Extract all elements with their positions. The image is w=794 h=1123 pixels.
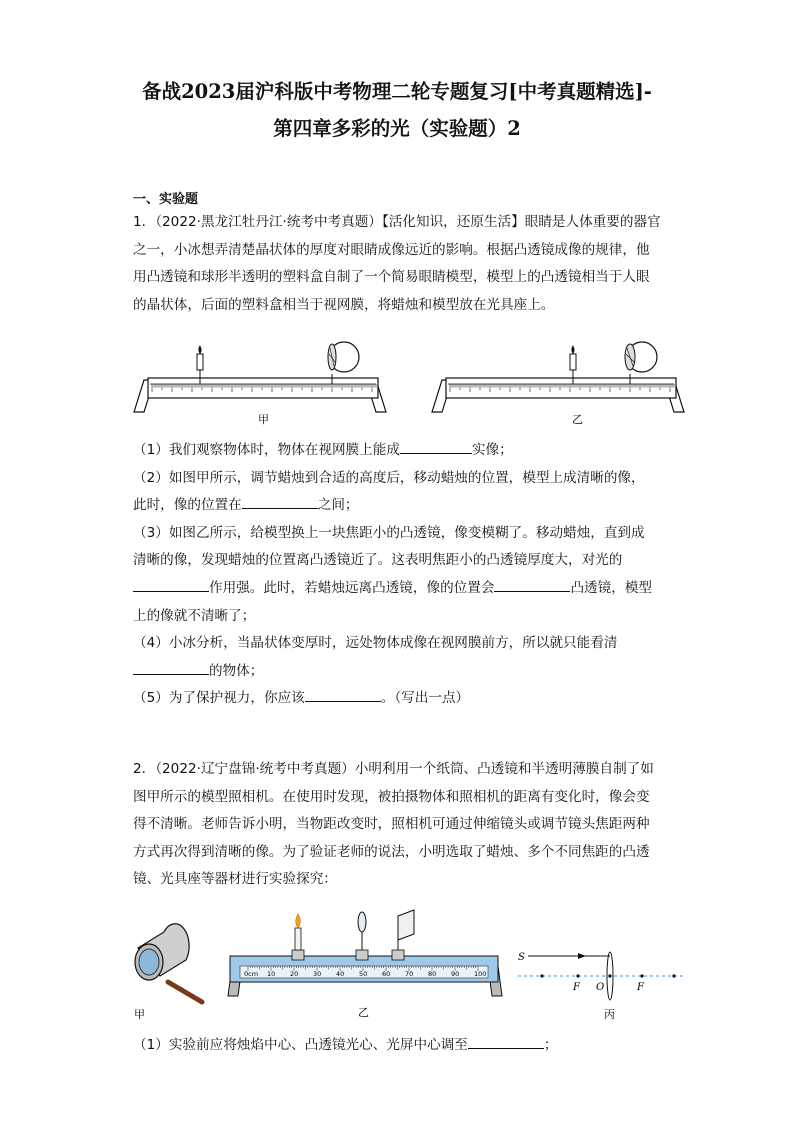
caption-jia-1: 甲: [258, 413, 269, 426]
lens-handle: [168, 982, 202, 1002]
q1-subquestions: [133, 437, 668, 713]
candle-flame-icon: [571, 345, 574, 354]
candle: [295, 928, 301, 950]
doc-title-line2: 第四章多彩的光（实验题）2: [273, 117, 521, 140]
scale-tick-label: 70: [405, 970, 414, 978]
q2-line3: 得不清晰。老师告诉小明，当物距改变时，照相机可通过伸缩镜头或调节镜头焦距两种: [133, 816, 650, 833]
q1-sub4-line2: 的物体；: [133, 658, 668, 686]
q1-sub1: （1）我们观察物体时，物体在视网膜上能成 实像；: [133, 437, 668, 465]
q1-sub3-line1: （3）如图乙所示，给模型换上一块焦距小的凸透镜，像变模糊了。移动蜡烛，直到成: [133, 524, 645, 541]
q1-sub3-line4: 上的像就不清晰了；: [133, 607, 256, 624]
scale-zero-label: 0cm: [244, 970, 259, 978]
q1-stem: [133, 209, 668, 319]
q2-line1: 2．（2022·辽宁盘锦·统考中考真题）小明利用一个纸筒、凸透镜和半透明薄膜自制了如: [133, 761, 654, 777]
scale-tick-label: 30: [313, 970, 322, 978]
q2-line4: 方式再次得到清晰的像。为了验证老师的说法，小明选取了蜡烛、多个不同焦距的凸透: [133, 843, 650, 860]
q2-stem: [133, 756, 668, 894]
scale-tick-label: 100: [474, 970, 487, 978]
label-f-left: F: [573, 982, 580, 993]
answer-blank-5[interactable]: [133, 660, 209, 675]
camera-lens: [139, 949, 159, 975]
caption-yi-2: 乙: [358, 1006, 369, 1019]
q1-sub3-line3: 作用强。此时，若蜡烛远离凸透镜，像的位置会 凸透镜，模型: [133, 575, 668, 603]
q1-sub2-line2: 此时，像的位置在 之间；: [133, 492, 668, 520]
q1-sub3-line2: 清晰的像，发现蜡烛的位置离凸透镜近了。这表明焦距小的凸透镜厚度大，对光的: [133, 552, 623, 569]
q2-figure-camera: [128, 924, 210, 1024]
caption-jia-2: 甲: [134, 1008, 145, 1021]
focal-point-right: [640, 974, 643, 977]
q2-subquestions: [133, 1032, 668, 1060]
answer-blank-7[interactable]: [468, 1034, 544, 1049]
scale-tick-label: 10: [267, 970, 276, 978]
answer-blank-2[interactable]: [242, 494, 318, 509]
scale-tick-label: 50: [359, 970, 368, 978]
scale-tick-label: 90: [451, 970, 460, 978]
answer-blank-6[interactable]: [305, 687, 381, 702]
candle-flame-icon: [198, 345, 201, 354]
label-f-right: F: [637, 982, 644, 993]
bench-rail: [148, 378, 378, 398]
q1-sub2-line1: （2）如图甲所示，调节蜡烛到合适的高度后，移动蜡烛的位置，模型上成清晰的像，: [133, 469, 645, 486]
q1-sub5: （5）为了保护视力，你应该 。（写出一点）: [133, 685, 668, 713]
section-heading: 一、实验题: [133, 192, 199, 207]
candle: [570, 354, 576, 370]
caption-bing: 丙: [604, 1008, 615, 1021]
answer-blank-1[interactable]: [400, 439, 472, 454]
ray-arrow-icon: [578, 953, 586, 959]
label-o: O: [596, 982, 605, 993]
answer-blank-3[interactable]: [133, 577, 209, 592]
q2-sub1: （1）实验前应将烛焰中心、凸透镜光心、光屏中心调至 ；: [133, 1032, 668, 1060]
optical-center: [608, 974, 611, 977]
candle: [197, 354, 203, 370]
q1-figure-a: [134, 340, 396, 430]
q1-line1: 1．（2022·黑龙江牡丹江·统考中考真题）【活化知识，还原生活】眼睛是人体重要的器官: [133, 214, 661, 230]
q1-figure-b: [432, 340, 694, 430]
label-s: S: [518, 952, 525, 963]
q2-line2: 图甲所示的模型照相机。在使用时发现，被拍摄物体和照相机的距离有变化时，像会变: [133, 788, 650, 805]
q2-figure-bench: [224, 910, 504, 1022]
q1-sub4-line1: （4）小冰分析，当晶状体变厚时，远处物体成像在视网膜前方，所以就只能看清: [133, 635, 618, 652]
scale-tick-label: 40: [336, 970, 345, 978]
scale-tick-label: 20: [290, 970, 299, 978]
doc-title-line1: 备战2023届沪科版中考物理二轮专题复习[中考真题精选]-: [142, 80, 652, 103]
q2-line5: 镜、光具座等器材进行实验探究：: [133, 871, 337, 888]
q1-line2: 之一，小冰想弄清楚晶状体的厚度对眼睛成像远近的影响。根据凸透镜成像的规律，他: [133, 241, 650, 258]
convex-lens: [358, 912, 366, 932]
caption-yi-1: 乙: [572, 413, 583, 426]
q1-line4: 的晶状体，后面的塑料盒相当于视网膜，将蜡烛和模型放在光具座上。: [133, 296, 555, 313]
q2-figure-ray-diagram: [512, 946, 688, 1024]
bench-rail: [446, 378, 676, 398]
scale-tick-label: 80: [428, 970, 437, 978]
candle-flame-icon: [296, 914, 301, 928]
answer-blank-4[interactable]: [494, 577, 570, 592]
focal-point-left: [576, 974, 579, 977]
scale-tick-label: 60: [382, 970, 391, 978]
light-screen: [398, 910, 414, 940]
q1-line3: 用凸透镜和球形半透明的塑料盒自制了一个简易眼睛模型，模型上的凸透镜相当于人眼: [133, 269, 650, 286]
